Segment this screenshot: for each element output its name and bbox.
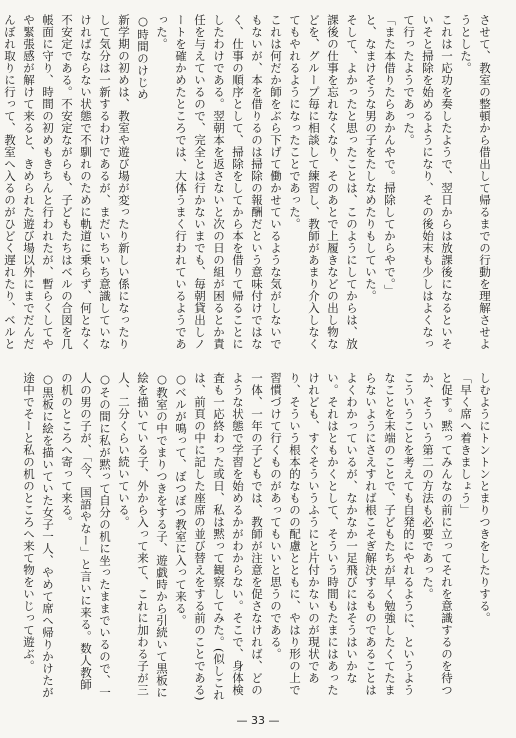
paragraph: これは何だか師をぶら下げて働かせているような気がしないでもないが、本を借りるのは掃除の報酬だという意味付けではなく、仕事の順序として、掃除をしてから本を借りて帰ることにしたわけである。翌朝本を返さないと次の日の組が困るとか責任を与えているので、完全とは行かないまでも、毎朝貸出しノートを確かめたところでは、大体うまく行われているようであった。 — [155, 14, 283, 350]
upper-text-block — [3, 14, 494, 352]
observation-item: ○その間に私が黙って自分の机に坐ったままでいるので、一人の男の子が、「今、国語やなー」と言いに来る。数人教師の机のところへ寄って来る。 — [60, 372, 112, 699]
section-heading: ○時間のけじめ — [136, 14, 150, 101]
page-number: — 33 — — [236, 714, 280, 727]
paragraph: こういうことを考えても自発的にやれるように、というようなことを末端のことで、子どもたちが早く勉強したくてたまらないようにさえすれば根こそぎ解決するものであることはよくわかっているが、なかなか一足飛びにはそうはいかない。それはともかくとして、そういう時間もたまにはあったけれども、すぐそういうふうにと片付かないのが現状であり、そういう根本的なものの配慮とともに、やはり形の上で習慣づけて行くものがあってもいいと思うのである。 — [269, 372, 416, 696]
paragraph: そして、よかったと思ったことは、このようにしてからは、放課後の仕事を忘れなくなり、そのあとで上履きなどの出し物などを、グループ毎に相談して練習し、教師があまり介入しなくてもやれるようになったことであった。 — [288, 14, 359, 350]
paragraph: と、なまけそうな男の子をたしなめたりもしていた。 — [364, 14, 378, 302]
quoted-speech: 「また本借りたらあかんやで。掃除してからやで。」 — [383, 14, 397, 297]
observation-item: ○ベルが鳴って、ぼつぼつ教室に入って来る。 — [174, 372, 188, 627]
paragraph: と促す。黙ってみんなの前に立ってそれを意識するのを待つか、そういう第二の方法も必要であった。 — [421, 372, 454, 696]
paragraph: 新学期の初めは、教室や遊び場が変ったり新しい係になったりして気分は一新するわけであるが、まだいちいち意識していなければならない状態で不馴れのために軌道に乗らず、何となく不安定である。不安定ながらも、子どもたちはベルの合図を几帳面に守り、時間の初めもきちんと行われたが、暫らくしてやや緊張感が解けて来ると、きめられた遊び場以外にまでだんだんぼれ取りに行って、教室へ入るのがひどく遅れたり、ベルと — [3, 14, 131, 350]
lower-text-block — [24, 372, 494, 702]
paragraph: 一体、一年の子どもでは、教師が注意を促さなければ、どのような状態で学習を始めるかがわからない。そこで、身体検査も一応終わった或日、私は黙って観察してみた。(似しこれは、前頁の中に記した座席の並び替えをする前のことである) — [193, 372, 264, 701]
paragraph: これは一応功を奏したようで、翌日からは放課後になるといそいそと掃除を始めるようになり、その後始末も少しはよくなって行ったようであった。 — [402, 14, 454, 350]
quoted-speech: 「早く席へ着きましょう」 — [459, 372, 473, 516]
observation-item: ○教室の中でまりつきをする子、遊戯時から引続いて黒板に絵を描いている子、外から入って来て、これに加わる子が三人、二分くらい続いている。 — [117, 372, 169, 699]
observation-item: ○黒板に絵を描いていた女子一人、やめて席へ帰りかけたが途中でそーと私の机のところへ来て物をいじって遊ぶ。 — [22, 372, 55, 699]
paragraph: しむようにトントンとまりつきをしたりする。 — [478, 372, 492, 624]
paragraph: させて、教室の整頓から借出して帰るまでの行動を理解させようとした。 — [459, 14, 492, 350]
